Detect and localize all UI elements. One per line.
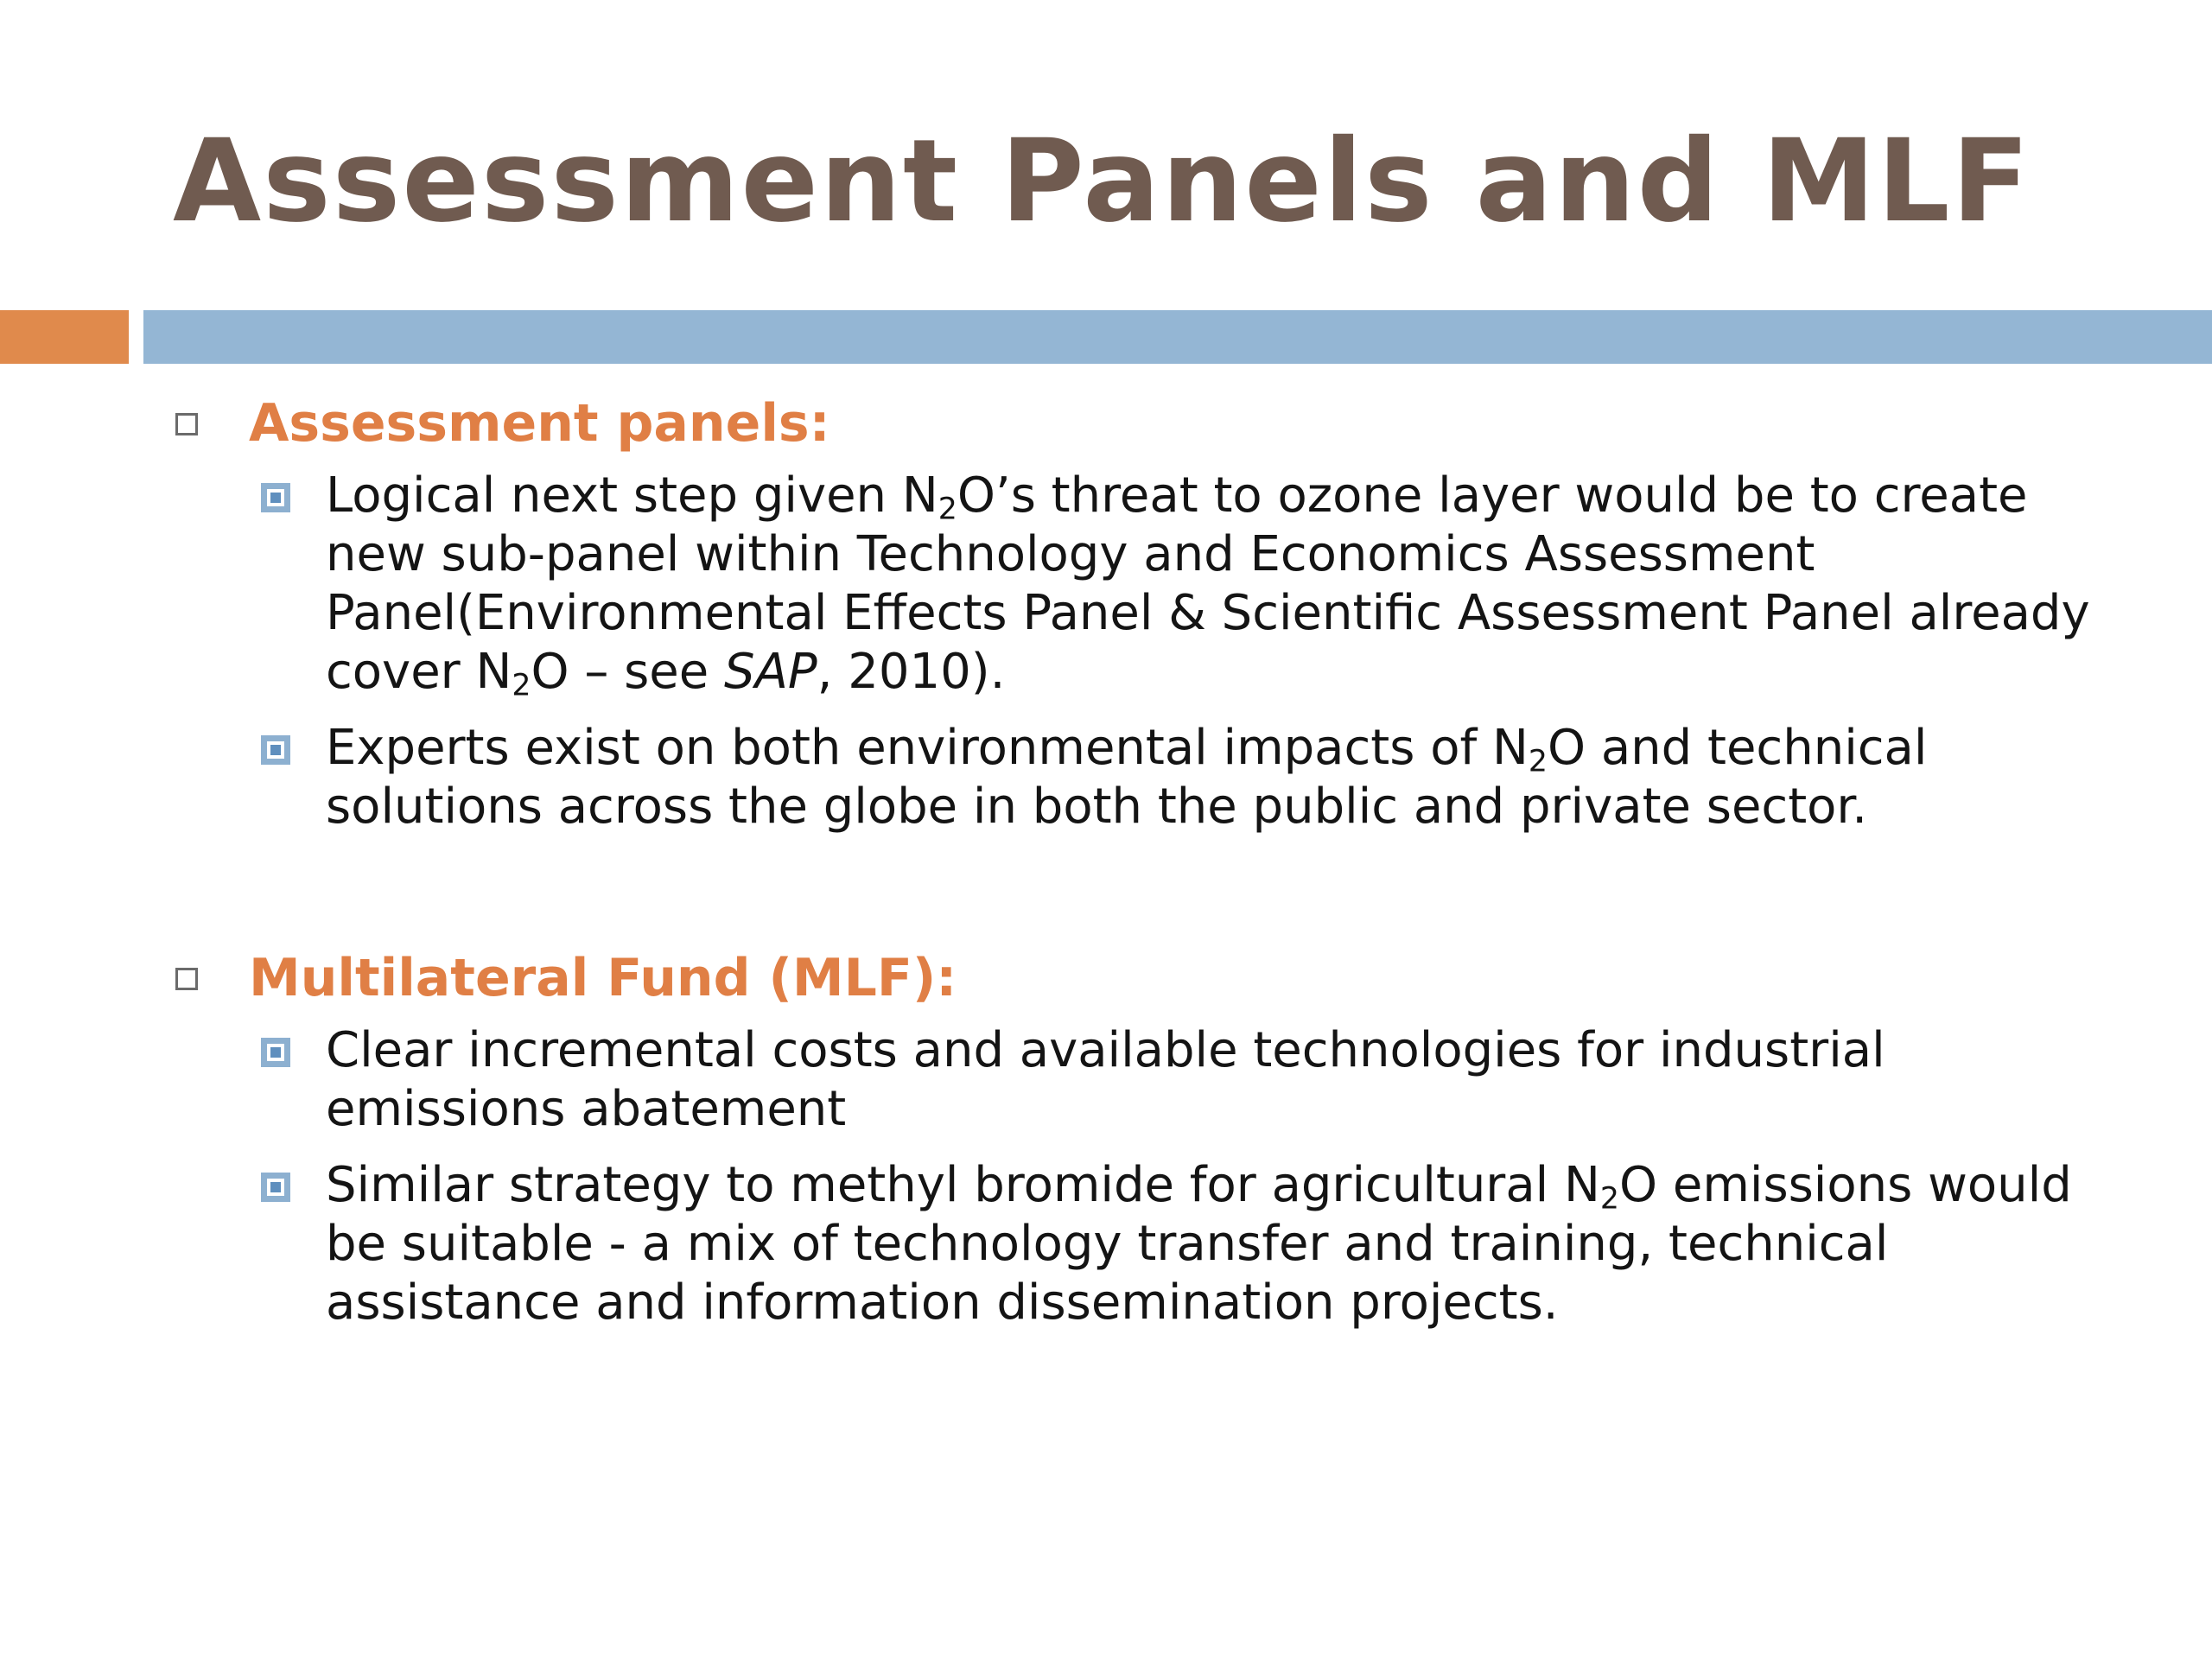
section-heading: Multilateral Fund (MLF): xyxy=(249,948,957,1008)
slide-title: Assessment Panels and MLF xyxy=(173,115,2031,248)
section-heading-row xyxy=(0,944,2212,1021)
text-run: Clear incremental costs and available technologies for industrial emissions abatement xyxy=(326,1022,1885,1137)
section-heading: Assessment panels: xyxy=(249,393,830,454)
list-item xyxy=(0,1021,2097,1139)
list-item-text xyxy=(326,1157,2072,1331)
text-run: , 2010). xyxy=(817,644,1006,700)
accent-bar-blue xyxy=(143,310,2212,364)
subscript-text: 2 xyxy=(1599,1181,1619,1217)
section-heading-row xyxy=(0,389,2212,467)
square-bullet-icon xyxy=(261,735,290,765)
list-item-text xyxy=(326,467,2090,703)
subscript-text: 2 xyxy=(938,492,957,527)
italic-text: SAP xyxy=(724,644,817,700)
text-run: O emissions would be suitable - a mix of technology transfer and training, technical assistance and information dissemination projects. xyxy=(326,1157,2072,1331)
hollow-square-bullet-icon xyxy=(175,413,198,435)
section-multilateral-fund xyxy=(0,944,2212,1350)
text-run: O – see xyxy=(531,644,725,700)
hollow-square-bullet-icon xyxy=(175,968,198,990)
square-bullet-icon xyxy=(261,1173,290,1202)
list-item xyxy=(0,1156,2097,1332)
text-run: O’s threat to ozone layer would be to create new sub-panel within Technology and Economics Assessment Panel(Environmental Effects Panel & Scientific Assessment Panel already cover N xyxy=(326,467,2090,700)
square-bullet-icon xyxy=(261,483,290,512)
text-run: Similar strategy to methyl bromide for agricultural N xyxy=(326,1157,1600,1213)
list-item-text xyxy=(326,1022,1885,1137)
section-assessment-panels xyxy=(0,389,2212,854)
accent-bar-orange xyxy=(0,310,129,364)
list-item xyxy=(0,467,2097,702)
square-bullet-icon xyxy=(261,1038,290,1067)
list-item xyxy=(0,719,2097,836)
subscript-text: 2 xyxy=(512,668,531,703)
list-item-text xyxy=(326,720,1927,835)
bullet-list xyxy=(0,467,2212,836)
subscript-text: 2 xyxy=(1528,744,1548,779)
text-run: Experts exist on both environmental impacts of N xyxy=(326,720,1529,776)
text-run: Logical next step given N xyxy=(326,467,938,524)
bullet-list xyxy=(0,1021,2212,1332)
text-run: O and technical solutions across the globe in both the public and private sector. xyxy=(326,720,1928,835)
